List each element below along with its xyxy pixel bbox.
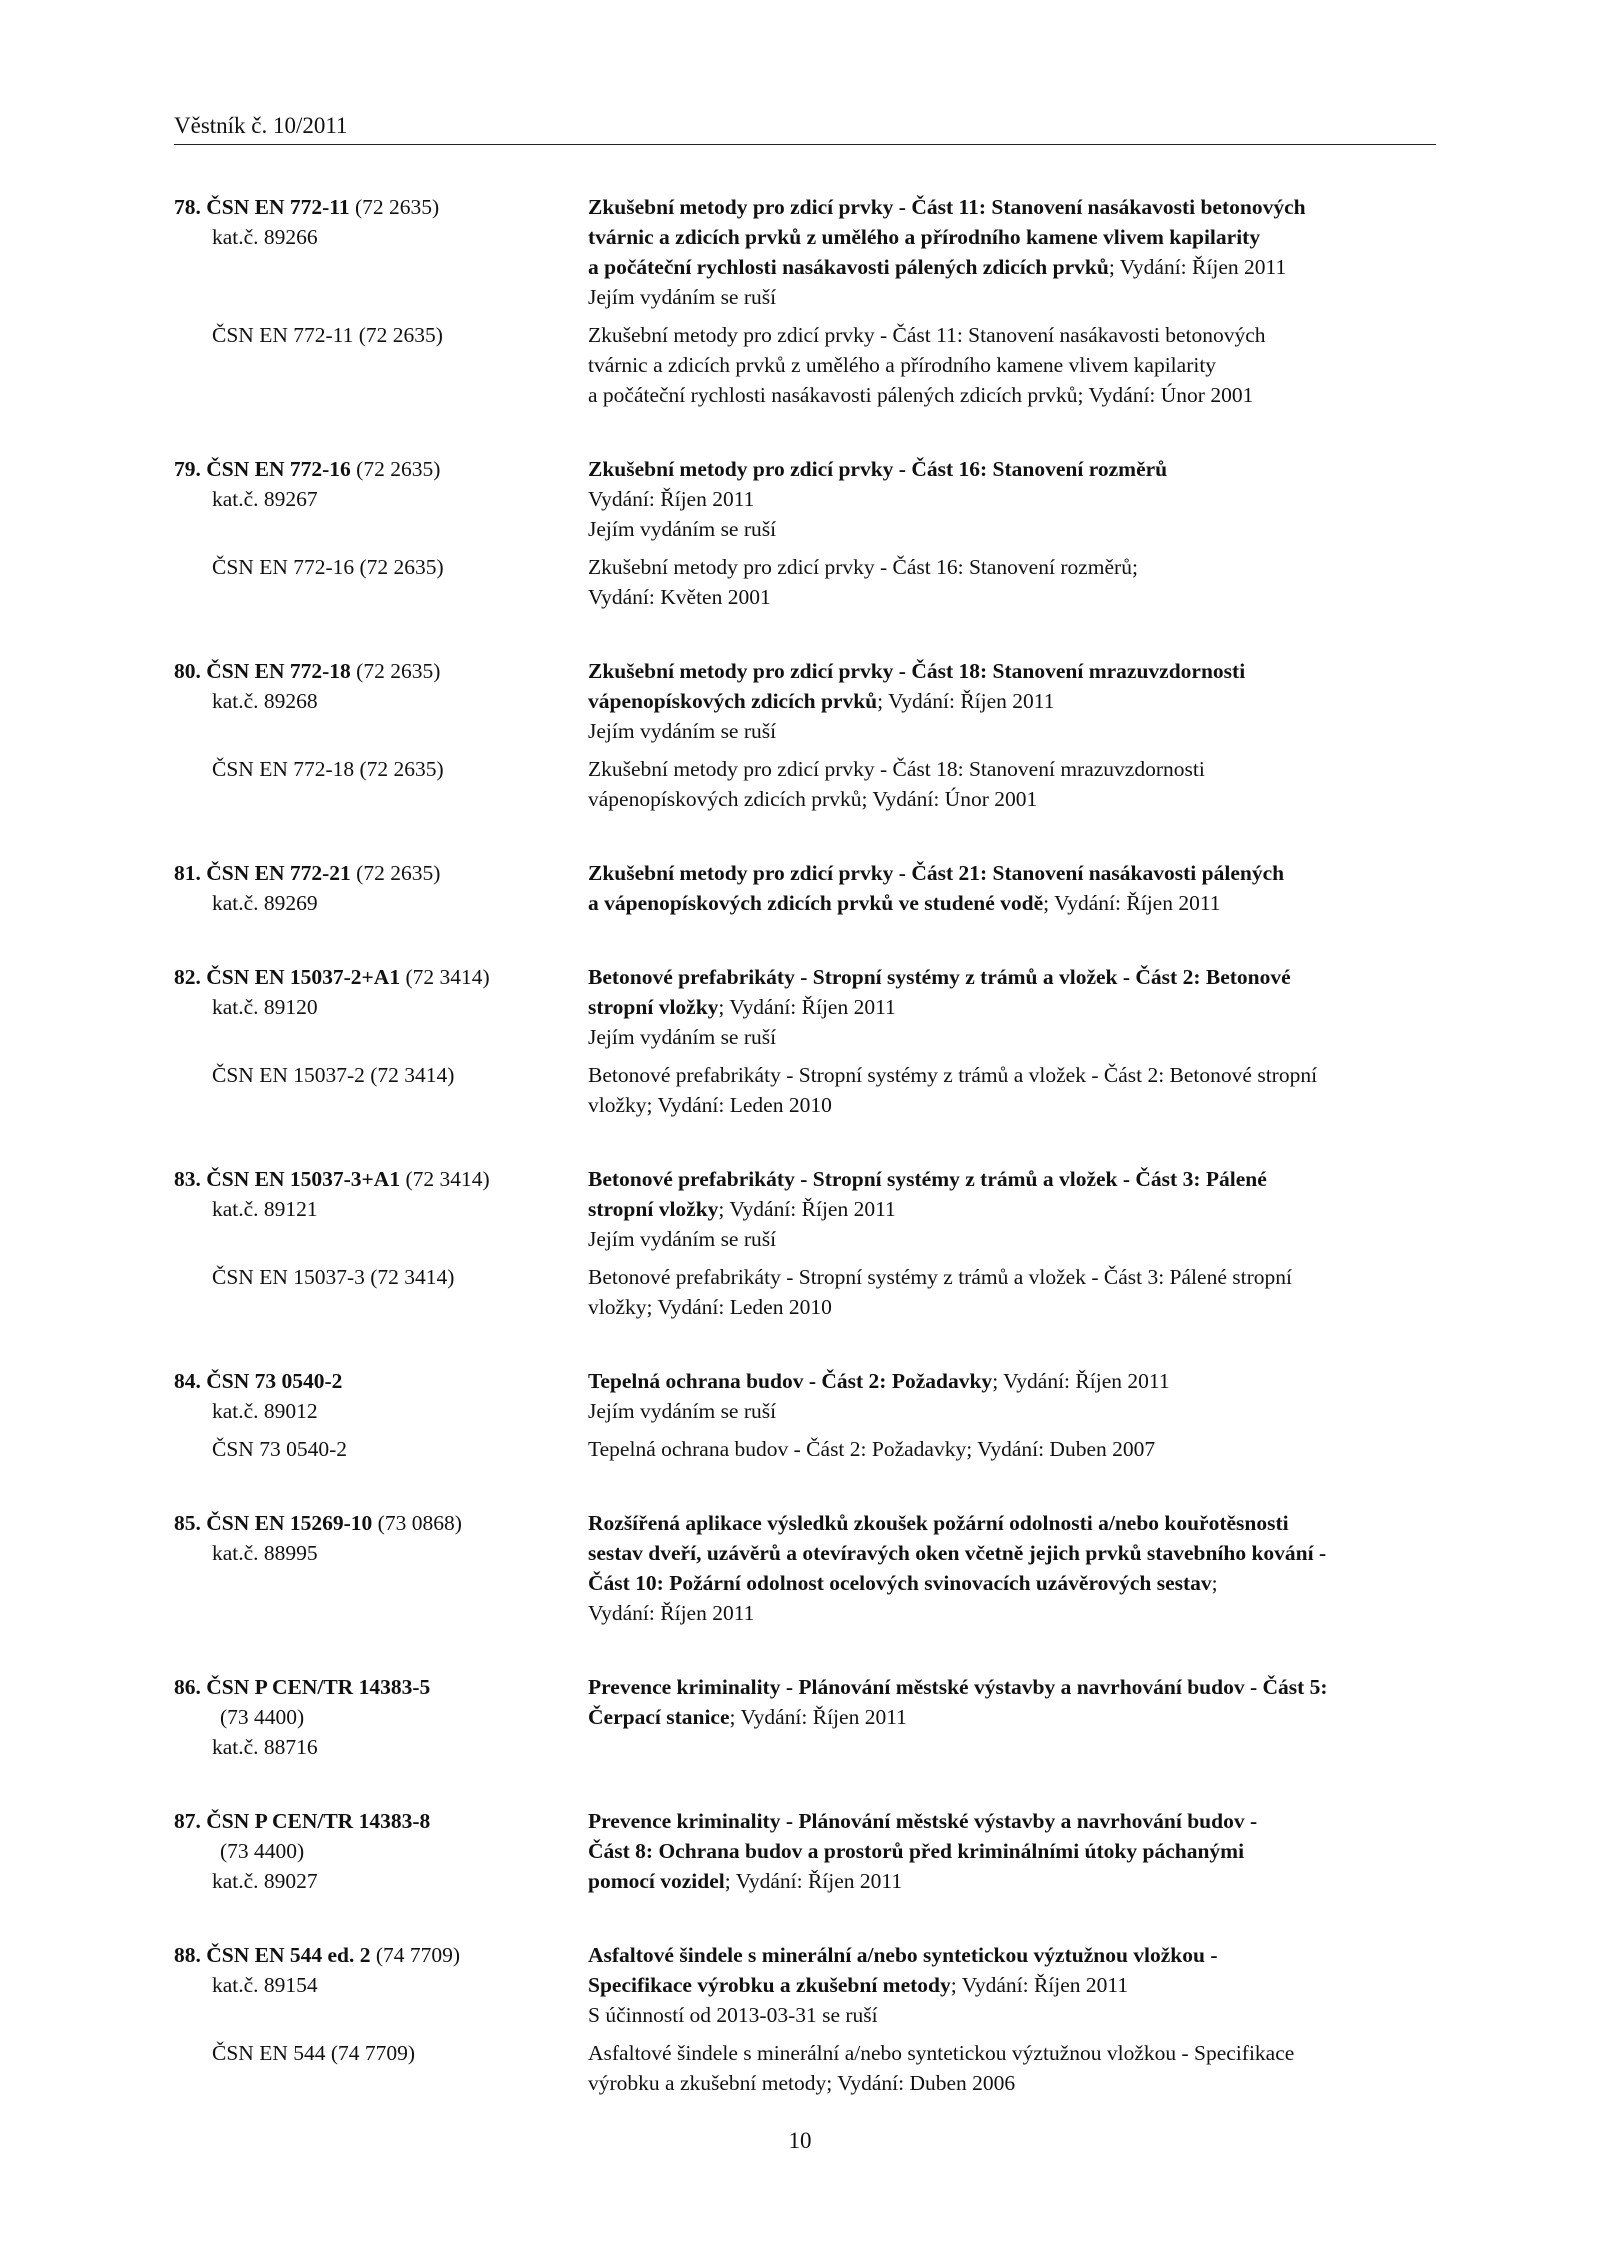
title-line [588, 858, 1436, 888]
replaced-title-line: Zkušební metody pro zdicí prvky - Část 18: Stanovení mrazuvzdornosti [588, 757, 1205, 781]
classification-number: (73 4400) [220, 1839, 305, 1863]
issue-date: ; Vydání: Říjen 2011 [877, 689, 1055, 713]
title-line [588, 962, 1436, 992]
entry-code-line [174, 192, 588, 222]
entry-main-row [174, 1508, 1436, 1628]
catalog-number: kat.č. 89268 [212, 689, 318, 713]
replacement-note: Jejím vydáním se ruší [588, 517, 777, 541]
entry-main-row [174, 1672, 1436, 1762]
title-text: Betonové prefabrikáty - Stropní systémy z trámů a vložek - Část 2: Betonové [588, 965, 1291, 989]
title-text: Zkušební metody pro zdicí prvky - Část 16: Stanovení rozměrů [588, 457, 1168, 481]
classification-number: (73 0868) [377, 1511, 462, 1535]
replaced-standard-row [174, 320, 1436, 410]
standard-code: ČSN EN 15269-10 [206, 1511, 373, 1535]
journal-title: Věstník č. 10/2011 [174, 113, 348, 138]
catalog-number: kat.č. 88995 [212, 1541, 318, 1565]
title-line [588, 1366, 1436, 1396]
title-text: a vápenopískových zdicích prvků ve studené vodě [588, 891, 1044, 915]
replacement-note: Jejím vydáním se ruší [588, 719, 777, 743]
spacer [174, 1426, 1436, 1434]
page-number: 10 [788, 2128, 812, 2153]
spacer [174, 312, 1436, 320]
catalog-number: kat.č. 89269 [212, 891, 318, 915]
title-text: Část 10: Požární odolnost ocelových svinovacích uzávěrových sestav [588, 1571, 1212, 1595]
entry-identifier [174, 192, 588, 312]
title-line [588, 1940, 1436, 1970]
entry-main-row [174, 1940, 1436, 2030]
entry-main-row [174, 656, 1436, 746]
spacer [174, 544, 1436, 552]
entry-code-line [174, 1508, 588, 1538]
replaced-standard-code [174, 754, 588, 814]
replaced-code: ČSN EN 15037-2 (72 3414) [212, 1063, 455, 1087]
standard-entry [174, 858, 1436, 918]
title-line [588, 656, 1436, 686]
entry-code-line [174, 454, 588, 484]
entry-identifier [174, 656, 588, 746]
replaced-code: ČSN EN 772-11 (72 2635) [212, 323, 443, 347]
standard-entry [174, 454, 1436, 612]
standard-entry [174, 1164, 1436, 1322]
entry-main-row [174, 192, 1436, 312]
replaced-code: ČSN EN 772-18 (72 2635) [212, 757, 444, 781]
spacer [174, 2030, 1436, 2038]
replaced-title-line: Betonové prefabrikáty - Stropní systémy z trámů a vložek - Část 3: Pálené stropní [588, 1265, 1292, 1289]
replaced-standard-code [174, 552, 588, 612]
classification-number: (72 2635) [356, 659, 441, 683]
replacement-note: Jejím vydáním se ruší [588, 1025, 777, 1049]
title-line [588, 1836, 1436, 1866]
entry-number: 87. [174, 1809, 201, 1833]
entry-main-row [174, 1366, 1436, 1426]
standard-code: ČSN EN 772-11 [206, 195, 350, 219]
title-line [588, 1508, 1436, 1538]
replaced-title-line: a počáteční rychlosti nasákavosti pálených zdicích prvků; Vydání: Únor 2001 [588, 383, 1254, 407]
title-text: vápenopískových zdicích prvků [588, 689, 878, 713]
entry-number: 80. [174, 659, 201, 683]
title-line [588, 222, 1436, 252]
title-text: Zkušební metody pro zdicí prvky - Část 11: Stanovení nasákavosti betonových [588, 195, 1306, 219]
replaced-code: ČSN EN 544 (74 7709) [212, 2041, 416, 2065]
entry-title [588, 656, 1436, 746]
entry-number: 79. [174, 457, 201, 481]
spacer [174, 1254, 1436, 1262]
classification-number: (72 2635) [356, 457, 441, 481]
issue-date: ; Vydání: Říjen 2011 [724, 1869, 903, 1893]
entry-code-line [174, 1672, 588, 1702]
title-text: pomocí vozidel [588, 1869, 725, 1893]
entry-code-line [174, 858, 588, 888]
catalog-number: kat.č. 89154 [212, 1973, 318, 1997]
title-text: Zkušební metody pro zdicí prvky - Část 18: Stanovení mrazuvzdornosti [588, 659, 1246, 683]
standard-code: ČSN 73 0540-2 [206, 1369, 343, 1393]
standard-entry [174, 192, 1436, 410]
replaced-standard-row [174, 552, 1436, 612]
entry-main-row [174, 962, 1436, 1052]
entry-title [588, 1672, 1436, 1762]
title-text: Specifikace výrobku a zkušební metody [588, 1973, 951, 1997]
replacement-note: Jejím vydáním se ruší [588, 1399, 777, 1423]
entry-code-line [174, 962, 588, 992]
replacement-note: Jejím vydáním se ruší [588, 1227, 777, 1251]
issue-date: Vydání: Říjen 2011 [588, 487, 755, 511]
catalog-number: kat.č. 89120 [212, 995, 318, 1019]
replaced-standard-title [588, 1060, 1436, 1120]
title-line [588, 1194, 1436, 1224]
title-line [588, 252, 1436, 282]
entry-identifier [174, 1366, 588, 1426]
title-text: a počáteční rychlosti nasákavosti pálených zdicích prvků [588, 255, 1109, 279]
replaced-standard-code [174, 1262, 588, 1322]
standards-list [174, 192, 1436, 2142]
replaced-title-line: Zkušební metody pro zdicí prvky - Část 11: Stanovení nasákavosti betonových [588, 323, 1266, 347]
replaced-standard-code [174, 1434, 588, 1464]
replaced-standard-title [588, 754, 1436, 814]
issue-date: ; Vydání: Říjen 2011 [718, 995, 896, 1019]
title-text: Rozšířená aplikace výsledků zkoušek požární odolnosti a/nebo kouřotěsnosti [588, 1511, 1289, 1535]
replaced-title-line: vápenopískových zdicích prvků; Vydání: Únor 2001 [588, 787, 1038, 811]
title-line [588, 1702, 1436, 1732]
entry-identifier [174, 1508, 588, 1628]
replaced-title-line: výrobku a zkušební metody; Vydání: Duben 2006 [588, 2071, 1016, 2095]
issue-separator: ; [1211, 1571, 1218, 1595]
title-line [588, 192, 1436, 222]
issue-date: ; Vydání: Říjen 2011 [1043, 891, 1221, 915]
replaced-standard-code [174, 320, 588, 410]
entry-code-line [174, 1940, 588, 1970]
replaced-standard-row [174, 1262, 1436, 1322]
entry-title [588, 1366, 1436, 1426]
replaced-title-line: Tepelná ochrana budov - Část 2: Požadavky; Vydání: Duben 2007 [588, 1437, 1156, 1461]
entry-number: 81. [174, 861, 201, 885]
catalog-number: kat.č. 89121 [212, 1197, 318, 1221]
entry-title [588, 962, 1436, 1052]
entry-number: 88. [174, 1943, 201, 1967]
title-text: Betonové prefabrikáty - Stropní systémy z trámů a vložek - Část 3: Pálené [588, 1167, 1267, 1191]
replaced-standard-title [588, 552, 1436, 612]
page-header [174, 108, 1436, 145]
replaced-title-line: tvárnic a zdicích prvků z umělého a přírodního kamene vlivem kapilarity [588, 353, 1217, 377]
title-line [588, 1568, 1436, 1598]
title-text: Zkušební metody pro zdicí prvky - Část 21: Stanovení nasákavosti pálených [588, 861, 1285, 885]
entry-code-line [174, 1164, 588, 1194]
catalog-number: kat.č. 89027 [212, 1869, 318, 1893]
entry-main-row [174, 454, 1436, 544]
replaced-standard-row [174, 2038, 1436, 2098]
title-line [588, 686, 1436, 716]
classification-number: (73 4400) [220, 1705, 305, 1729]
replaced-title-line: Vydání: Květen 2001 [588, 585, 771, 609]
entry-identifier [174, 1164, 588, 1254]
classification-number: (72 3414) [405, 965, 490, 989]
standard-code: ČSN P CEN/TR 14383-5 [206, 1675, 431, 1699]
classification-number: (72 2635) [354, 195, 440, 219]
replaced-standard-row [174, 1060, 1436, 1120]
title-text: Prevence kriminality - Plánování městské výstavby a navrhování budov - [588, 1809, 1258, 1833]
entry-number: 83. [174, 1167, 201, 1191]
standard-entry [174, 656, 1436, 814]
issue-date: Vydání: Říjen 2011 [588, 1601, 755, 1625]
title-text: stropní vložky [588, 995, 719, 1019]
entry-main-row [174, 1164, 1436, 1254]
issue-date: ; Vydání: Říjen 2011 [1108, 255, 1287, 279]
title-text: Prevence kriminality - Plánování městské výstavby a navrhování budov - Část 5: [588, 1675, 1328, 1699]
replaced-standard-code [174, 2038, 588, 2098]
entry-number: 86. [174, 1675, 201, 1699]
entry-code-line [174, 1806, 588, 1836]
title-line [588, 454, 1436, 484]
entry-number: 82. [174, 965, 201, 989]
entry-title [588, 1508, 1436, 1628]
entry-identifier [174, 858, 588, 918]
entry-title [588, 858, 1436, 918]
replaced-standard-row [174, 754, 1436, 814]
title-text: Část 8: Ochrana budov a prostorů před kriminálními útoky páchanými [588, 1839, 1245, 1863]
standard-entry [174, 1806, 1436, 1896]
replaced-title-line: Zkušební metody pro zdicí prvky - Část 16: Stanovení rozměrů; [588, 555, 1138, 579]
entry-identifier [174, 1806, 588, 1896]
replaced-standard-row [174, 1434, 1436, 1464]
title-text: Čerpací stanice [588, 1705, 730, 1729]
issue-date: ; Vydání: Říjen 2011 [718, 1197, 896, 1221]
spacer [174, 1052, 1436, 1060]
catalog-number: kat.č. 89267 [212, 487, 318, 511]
replaced-title-line: vložky; Vydání: Leden 2010 [588, 1093, 832, 1117]
replaced-standard-code [174, 1060, 588, 1120]
title-line [588, 992, 1436, 1022]
standard-code: ČSN P CEN/TR 14383-8 [206, 1809, 431, 1833]
title-text: Asfaltové šindele s minerální a/nebo syntetickou výztužnou vložkou - [588, 1943, 1218, 1967]
title-line [588, 1672, 1436, 1702]
standard-code: ČSN EN 772-16 [206, 457, 351, 481]
catalog-number: kat.č. 89012 [212, 1399, 318, 1423]
title-text: stropní vložky [588, 1197, 719, 1221]
standard-entry [174, 1366, 1436, 1464]
entry-main-row [174, 1806, 1436, 1896]
entry-identifier [174, 962, 588, 1052]
entry-identifier [174, 1940, 588, 2030]
entry-title [588, 1806, 1436, 1896]
entry-identifier [174, 454, 588, 544]
replacement-note: Jejím vydáním se ruší [588, 285, 777, 309]
replaced-title-line: vložky; Vydání: Leden 2010 [588, 1295, 832, 1319]
standard-code: ČSN EN 544 ed. 2 [206, 1943, 371, 1967]
entry-code-line [174, 1366, 588, 1396]
title-line [588, 888, 1436, 918]
entry-number: 85. [174, 1511, 201, 1535]
standard-entry [174, 1940, 1436, 2098]
standard-entry [174, 1508, 1436, 1628]
standard-code: ČSN EN 15037-3+A1 [206, 1167, 401, 1191]
entry-title [588, 1164, 1436, 1254]
entry-number: 78. [174, 195, 201, 219]
replaced-code: ČSN 73 0540-2 [212, 1437, 347, 1461]
standard-code: ČSN EN 772-21 [206, 861, 351, 885]
standard-entry [174, 962, 1436, 1120]
replaced-code: ČSN EN 772-16 (72 2635) [212, 555, 444, 579]
title-line [588, 1970, 1436, 2000]
entry-identifier [174, 1672, 588, 1762]
catalog-number: kat.č. 89266 [212, 225, 318, 249]
issue-date: ; Vydání: Říjen 2011 [992, 1369, 1170, 1393]
spacer [174, 746, 1436, 754]
standard-code: ČSN EN 15037-2+A1 [206, 965, 401, 989]
title-line [588, 1866, 1436, 1896]
classification-number: (74 7709) [375, 1943, 461, 1967]
standard-code: ČSN EN 772-18 [206, 659, 351, 683]
replaced-title-line: Betonové prefabrikáty - Stropní systémy z trámů a vložek - Část 2: Betonové stropní [588, 1063, 1318, 1087]
issue-date: ; Vydání: Říjen 2011 [950, 1973, 1129, 1997]
title-text: tvárnic a zdicích prvků z umělého a přírodního kamene vlivem kapilarity [588, 225, 1261, 249]
replaced-standard-title [588, 320, 1436, 410]
title-line [588, 1538, 1436, 1568]
classification-number: (72 2635) [356, 861, 441, 885]
entry-main-row [174, 858, 1436, 918]
entry-number: 84. [174, 1369, 201, 1393]
replaced-standard-title [588, 1262, 1436, 1322]
classification-number: (72 3414) [405, 1167, 490, 1191]
title-text: Tepelná ochrana budov - Část 2: Požadavky [588, 1369, 993, 1393]
issue-date: ; Vydání: Říjen 2011 [729, 1705, 907, 1729]
title-line [588, 1806, 1436, 1836]
standard-entry [174, 1672, 1436, 1762]
entry-title [588, 454, 1436, 544]
entry-title [588, 1940, 1436, 2030]
replaced-standard-title [588, 2038, 1436, 2098]
title-text: sestav dveří, uzávěrů a otevíravých oken včetně jejich prvků stavebního kování - [588, 1541, 1327, 1565]
entry-code-line [174, 656, 588, 686]
replaced-title-line: Asfaltové šindele s minerální a/nebo syntetickou výztužnou vložkou - Specifikace [588, 2041, 1295, 2065]
replacement-note: S účinností od 2013-03-31 se ruší [588, 2003, 878, 2027]
replaced-standard-title [588, 1434, 1436, 1464]
entry-title [588, 192, 1436, 312]
title-line [588, 1164, 1436, 1194]
replaced-code: ČSN EN 15037-3 (72 3414) [212, 1265, 455, 1289]
catalog-number: kat.č. 88716 [212, 1735, 318, 1759]
